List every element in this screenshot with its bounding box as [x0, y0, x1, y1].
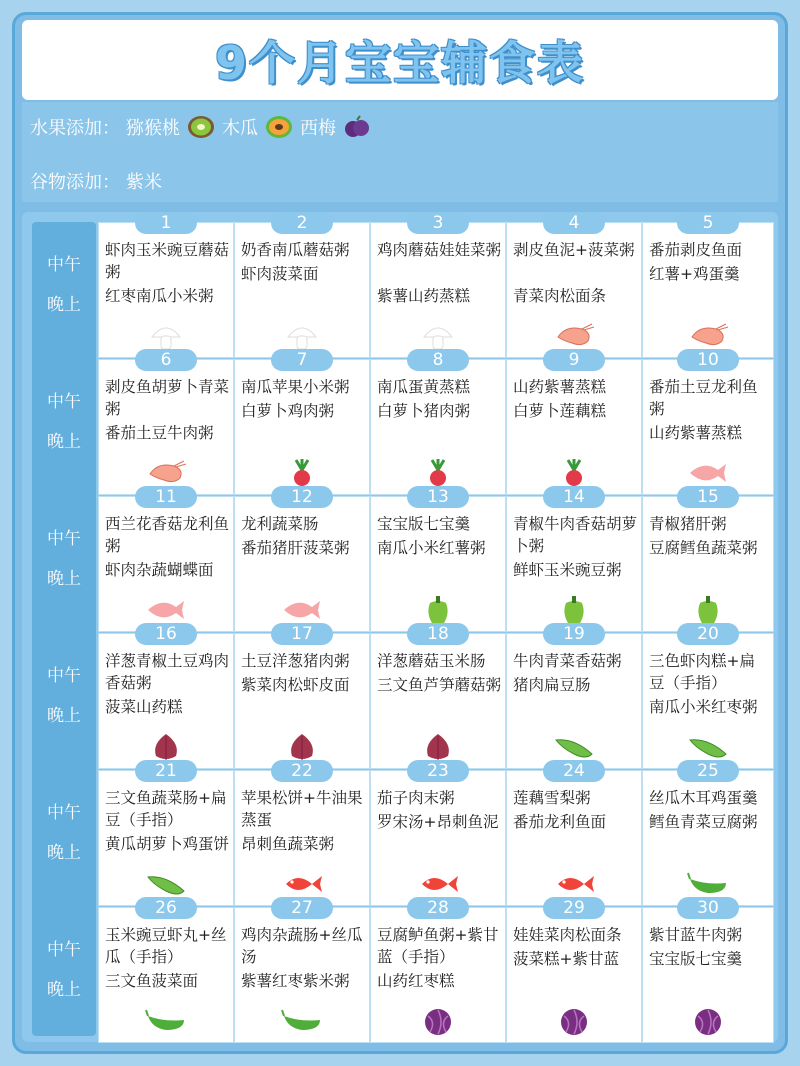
day-number-badge: 23: [407, 760, 469, 782]
evening-meal: 菠菜糕+紫甘蓝: [513, 950, 619, 968]
grain-value: 紫米: [126, 172, 162, 193]
evening-meal: 山药红枣糕: [377, 972, 455, 990]
slot-label-noon: 中午: [47, 803, 81, 823]
day-number-badge: 29: [543, 897, 605, 919]
evening-meal: 鲜虾玉米豌豆粥: [513, 561, 622, 579]
evening-meal: 南瓜小米红薯粥: [377, 539, 486, 557]
day-cell: [98, 898, 234, 1043]
day-cell: [370, 624, 506, 769]
slot-label-evening: 晚上: [47, 706, 81, 726]
evening-meal: 青菜肉松面条: [513, 287, 607, 305]
onion-icon: [144, 732, 188, 762]
evening-meal: 白萝卜鸡肉粥: [241, 402, 335, 420]
slot-label-evening: 晚上: [47, 843, 81, 863]
noon-meal: 牛肉青菜香菇粥: [513, 652, 622, 670]
slot-label-evening: 晚上: [47, 569, 81, 589]
day-number-badge: 6: [135, 349, 197, 371]
fish-fillet-icon: [144, 595, 188, 625]
fish-icon: [416, 869, 460, 899]
evening-meal: 红薯+鸡蛋羹: [649, 265, 740, 283]
day-cell: [506, 761, 642, 906]
mushroom-icon: [416, 321, 460, 351]
fish-icon: [280, 869, 324, 899]
day-cell: [370, 213, 506, 358]
evening-meal: 三文鱼菠菜面: [105, 972, 199, 990]
noon-meal: 奶香南瓜蘑菇粥: [241, 241, 350, 259]
fruit-plum: 西梅: [300, 118, 336, 139]
day-cell: [98, 487, 234, 632]
slot-label-noon: 中午: [47, 940, 81, 960]
noon-meal: 洋葱青椒土豆鸡肉香菇粥: [105, 652, 230, 692]
day-number-badge: 15: [677, 486, 739, 508]
day-cell: [642, 350, 774, 495]
noon-meal: 剥皮鱼泥+菠菜粥: [513, 241, 635, 259]
day-number-badge: 28: [407, 897, 469, 919]
day-cell: [370, 761, 506, 906]
day-cell: [234, 761, 370, 906]
day-number-badge: 5: [677, 212, 739, 234]
day-cell: [234, 213, 370, 358]
evening-meal: 昂刺鱼蔬菜粥: [241, 835, 335, 853]
day-cell: [642, 213, 774, 358]
menu-grid: [22, 212, 778, 1042]
slot-label-noon: 中午: [47, 666, 81, 686]
day-cell: [642, 624, 774, 769]
noon-meal: 南瓜苹果小米粥: [241, 378, 350, 396]
day-number-badge: 8: [407, 349, 469, 371]
day-cell: [234, 898, 370, 1043]
evening-meal: 虾肉杂蔬蝴蝶面: [105, 561, 214, 579]
day-cell: [234, 624, 370, 769]
loofah-icon: [144, 1006, 188, 1036]
day-number-badge: 7: [271, 349, 333, 371]
day-number-badge: 3: [407, 212, 469, 234]
pepper-icon: [552, 595, 596, 625]
slot-label-evening: 晚上: [47, 295, 81, 315]
evening-meal: 黄瓜胡萝卜鸡蛋饼: [105, 835, 230, 853]
evening-meal: 南瓜小米红枣粥: [649, 698, 758, 716]
pepper-icon: [686, 595, 730, 625]
day-number-badge: 20: [677, 623, 739, 645]
day-number-badge: 21: [135, 760, 197, 782]
noon-meal: 莲藕雪梨粥: [513, 789, 591, 807]
day-number-badge: 10: [677, 349, 739, 371]
evening-meal: 宝宝版七宝羹: [649, 950, 743, 968]
day-cell: [642, 761, 774, 906]
evening-meal: 紫薯山药蒸糕: [377, 287, 471, 305]
loofah-icon: [686, 869, 730, 899]
day-cell: [642, 487, 774, 632]
day-number-badge: 11: [135, 486, 197, 508]
shrimp-icon: [552, 321, 596, 351]
fish-fillet-icon: [686, 458, 730, 488]
day-cell: [370, 350, 506, 495]
mushroom-icon: [144, 321, 188, 351]
fruit-line: [30, 114, 372, 140]
fruit-label: 水果添加：: [30, 118, 120, 139]
noon-meal: 南瓜蛋黄蒸糕: [377, 378, 471, 396]
slot-label-noon: 中午: [47, 255, 81, 275]
cabbage-icon: [686, 1006, 730, 1036]
noon-meal: 剥皮鱼胡萝卜青菜粥: [105, 378, 230, 418]
evening-meal: 罗宋汤+昂刺鱼泥: [377, 813, 499, 831]
evening-meal: 豆腐鳕鱼蔬菜粥: [649, 539, 758, 557]
page-title: 9个月宝宝辅食表: [214, 36, 585, 90]
day-number-badge: 4: [543, 212, 605, 234]
kiwi-icon: [186, 114, 216, 140]
noon-meal: 洋葱蘑菇玉米肠: [377, 652, 486, 670]
day-cell: [370, 898, 506, 1043]
day-number-badge: 19: [543, 623, 605, 645]
bean-icon: [144, 869, 188, 899]
radish-icon: [280, 458, 324, 488]
day-number-badge: 22: [271, 760, 333, 782]
loofah-icon: [280, 1006, 324, 1036]
mushroom-icon: [280, 321, 324, 351]
day-cell: [98, 213, 234, 358]
evening-meal: 番茄龙利鱼面: [513, 813, 607, 831]
day-cell: [506, 898, 642, 1043]
evening-meal: 山药紫薯蒸糕: [649, 424, 743, 442]
cabbage-icon: [552, 1006, 596, 1036]
noon-meal: 苹果松饼+牛油果蒸蛋: [241, 789, 363, 829]
onion-icon: [280, 732, 324, 762]
onion-icon: [416, 732, 460, 762]
radish-icon: [416, 458, 460, 488]
plum-icon: [342, 114, 372, 140]
evening-meal: 鳕鱼青菜豆腐粥: [649, 813, 758, 831]
papaya-icon: [264, 114, 294, 140]
radish-icon: [552, 458, 596, 488]
noon-meal: 青椒牛肉香菇胡萝卜粥: [513, 515, 638, 555]
day-cell: [234, 487, 370, 632]
day-number-badge: 30: [677, 897, 739, 919]
noon-meal: 丝瓜木耳鸡蛋羹: [649, 789, 758, 807]
noon-meal: 龙利蔬菜肠: [241, 515, 319, 533]
day-number-badge: 2: [271, 212, 333, 234]
day-cell: [98, 761, 234, 906]
day-cell: [642, 898, 774, 1043]
evening-meal: 紫菜肉松虾皮面: [241, 676, 350, 694]
day-number-badge: 18: [407, 623, 469, 645]
noon-meal: 土豆洋葱猪肉粥: [241, 652, 350, 670]
evening-meal: 猪肉扁豆肠: [513, 676, 591, 694]
noon-meal: 娃娃菜肉松面条: [513, 926, 622, 944]
noon-meal: 三文鱼蔬菜肠+扁豆（手指）: [105, 789, 227, 829]
evening-meal: 番茄猪肝菠菜粥: [241, 539, 350, 557]
grain-label: 谷物添加：: [30, 172, 120, 193]
day-cell: [506, 487, 642, 632]
day-cell: [370, 487, 506, 632]
day-cell: [98, 350, 234, 495]
noon-meal: 三色虾肉糕+扁豆（手指）: [649, 652, 755, 692]
day-number-badge: 9: [543, 349, 605, 371]
day-number-badge: 13: [407, 486, 469, 508]
day-number-badge: 1: [135, 212, 197, 234]
noon-meal: 宝宝版七宝羹: [377, 515, 471, 533]
cabbage-icon: [416, 1006, 460, 1036]
bean-icon: [552, 732, 596, 762]
noon-meal: 豆腐鲈鱼粥+紫甘蓝（手指）: [377, 926, 499, 966]
day-cell: [506, 213, 642, 358]
evening-meal: 白萝卜猪肉粥: [377, 402, 471, 420]
evening-meal: 番茄土豆牛肉粥: [105, 424, 214, 442]
evening-meal: 紫薯红枣紫米粥: [241, 972, 350, 990]
evening-meal: 三文鱼芦笋蘑菇粥: [377, 676, 502, 694]
slot-label-evening: 晚上: [47, 432, 81, 452]
day-number-badge: 27: [271, 897, 333, 919]
shrimp-icon: [144, 458, 188, 488]
fish-icon: [552, 869, 596, 899]
slot-label-noon: 中午: [47, 392, 81, 412]
day-cell: [506, 350, 642, 495]
bean-icon: [686, 732, 730, 762]
evening-meal: 虾肉菠菜面: [241, 265, 319, 283]
slot-label-evening: 晚上: [47, 980, 81, 1000]
title-box: [22, 20, 778, 100]
noon-meal: 番茄剥皮鱼面: [649, 241, 743, 259]
day-cell: [98, 624, 234, 769]
grain-line: [30, 168, 162, 194]
evening-meal: 红枣南瓜小米粥: [105, 287, 214, 305]
pepper-icon: [416, 595, 460, 625]
day-cell: [506, 624, 642, 769]
noon-meal: 鸡肉杂蔬肠+丝瓜汤: [241, 926, 363, 966]
day-number-badge: 17: [271, 623, 333, 645]
noon-meal: 山药紫薯蒸糕: [513, 378, 607, 396]
meal-slot-column: [32, 222, 96, 1036]
shrimp-icon: [686, 321, 730, 351]
day-number-badge: 16: [135, 623, 197, 645]
day-cell: [234, 350, 370, 495]
noon-meal: 鸡肉蘑菇娃娃菜粥: [377, 241, 502, 259]
day-number-badge: 26: [135, 897, 197, 919]
day-number-badge: 24: [543, 760, 605, 782]
noon-meal: 紫甘蓝牛肉粥: [649, 926, 743, 944]
day-table: [98, 213, 774, 1040]
noon-meal: 青椒猪肝粥: [649, 515, 727, 533]
fish-fillet-icon: [280, 595, 324, 625]
evening-meal: 白萝卜莲藕糕: [513, 402, 607, 420]
info-panel: [22, 102, 778, 202]
day-number-badge: 14: [543, 486, 605, 508]
noon-meal: 玉米豌豆虾丸+丝瓜（手指）: [105, 926, 227, 966]
noon-meal: 西兰花香菇龙利鱼粥: [105, 515, 230, 555]
noon-meal: 茄子肉末粥: [377, 789, 455, 807]
day-number-badge: 12: [271, 486, 333, 508]
noon-meal: 番茄土豆龙利鱼粥: [649, 378, 758, 418]
slot-label-noon: 中午: [47, 529, 81, 549]
evening-meal: 菠菜山药糕: [105, 698, 183, 716]
fruit-papaya: 木瓜: [222, 118, 258, 139]
fruit-kiwi: 猕猴桃: [126, 118, 180, 139]
noon-meal: 虾肉玉米豌豆蘑菇粥: [105, 241, 230, 281]
day-number-badge: 25: [677, 760, 739, 782]
